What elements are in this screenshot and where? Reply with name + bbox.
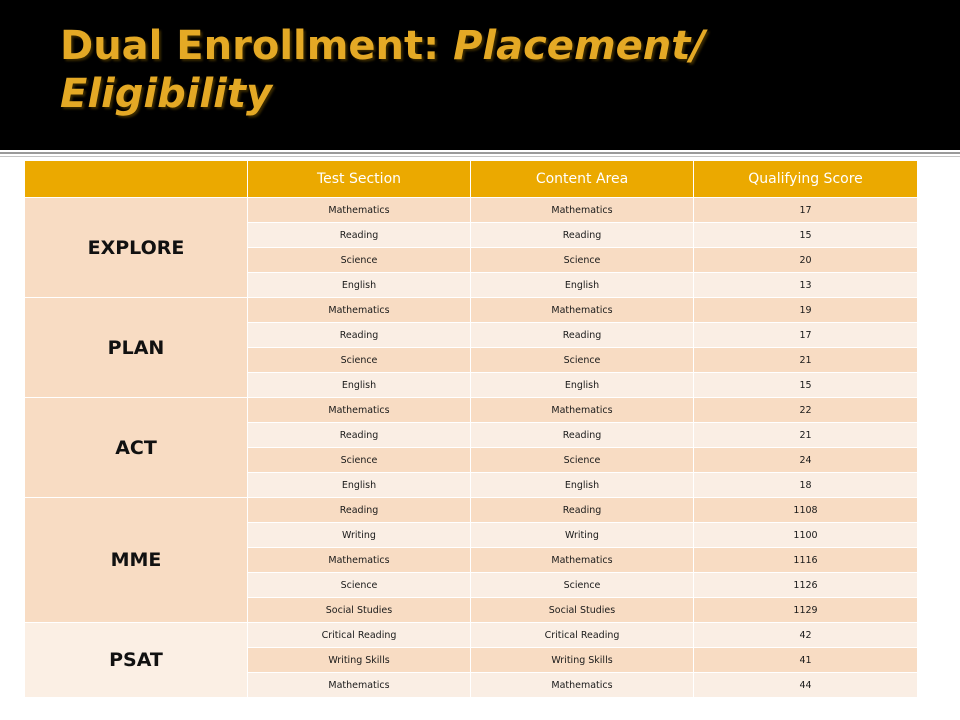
- test-section-cell: English: [248, 273, 471, 298]
- title-italic-1: Placement/: [453, 23, 705, 69]
- header-content-area: Content Area: [471, 161, 694, 198]
- title-main: Dual Enrollment:: [60, 23, 454, 69]
- test-group-label: MME: [25, 498, 248, 623]
- qualifying-score-cell: 20: [694, 248, 918, 273]
- test-section-cell: Science: [248, 248, 471, 273]
- qualifying-score-cell: 18: [694, 473, 918, 498]
- slide-title: [60, 22, 940, 118]
- table-body: [25, 198, 918, 698]
- content-area-cell: Mathematics: [471, 398, 694, 423]
- divider-line-thin: [0, 156, 960, 157]
- qualifying-score-cell: 1116: [694, 548, 918, 573]
- table-row: [25, 298, 918, 323]
- test-section-cell: Mathematics: [248, 398, 471, 423]
- title-italic-2: Eligibility: [60, 71, 273, 117]
- qualifying-score-cell: 15: [694, 373, 918, 398]
- header-test-section: Test Section: [248, 161, 471, 198]
- qualifying-score-cell: 24: [694, 448, 918, 473]
- content-area-cell: Science: [471, 448, 694, 473]
- test-section-cell: Mathematics: [248, 198, 471, 223]
- qualifying-score-cell: 19: [694, 298, 918, 323]
- content-area-cell: Mathematics: [471, 548, 694, 573]
- qualifying-score-cell: 44: [694, 673, 918, 698]
- test-section-cell: Critical Reading: [248, 623, 471, 648]
- qualifying-score-cell: 17: [694, 198, 918, 223]
- test-group-label: PLAN: [25, 298, 248, 398]
- test-group-label: ACT: [25, 398, 248, 498]
- qualifying-score-cell: 15: [694, 223, 918, 248]
- test-section-cell: Reading: [248, 498, 471, 523]
- content-area-cell: Reading: [471, 323, 694, 348]
- test-section-cell: Science: [248, 573, 471, 598]
- table-row: [25, 198, 918, 223]
- table-header-row: [25, 161, 918, 198]
- qualifying-score-cell: 21: [694, 423, 918, 448]
- content-area-cell: Reading: [471, 423, 694, 448]
- test-section-cell: Science: [248, 448, 471, 473]
- qualifying-score-cell: 1100: [694, 523, 918, 548]
- qualifying-score-cell: 13: [694, 273, 918, 298]
- test-section-cell: Mathematics: [248, 673, 471, 698]
- content-area-cell: Science: [471, 248, 694, 273]
- table-row: [25, 623, 918, 648]
- content-area-cell: Science: [471, 348, 694, 373]
- placement-table: [24, 160, 918, 698]
- header-blank: [25, 161, 248, 198]
- content-area-cell: English: [471, 473, 694, 498]
- qualifying-score-cell: 42: [694, 623, 918, 648]
- table-row: [25, 398, 918, 423]
- content-area-cell: Reading: [471, 498, 694, 523]
- qualifying-score-cell: 21: [694, 348, 918, 373]
- qualifying-score-cell: 1129: [694, 598, 918, 623]
- header-qualifying-score: Qualifying Score: [694, 161, 918, 198]
- qualifying-score-cell: 22: [694, 398, 918, 423]
- test-section-cell: Writing Skills: [248, 648, 471, 673]
- content-area-cell: Reading: [471, 223, 694, 248]
- test-section-cell: English: [248, 373, 471, 398]
- qualifying-score-cell: 41: [694, 648, 918, 673]
- test-section-cell: Reading: [248, 223, 471, 248]
- qualifying-score-cell: 1108: [694, 498, 918, 523]
- test-section-cell: Reading: [248, 423, 471, 448]
- content-area-cell: Critical Reading: [471, 623, 694, 648]
- divider-line: [0, 152, 960, 154]
- content-area-cell: Social Studies: [471, 598, 694, 623]
- test-section-cell: Mathematics: [248, 548, 471, 573]
- test-section-cell: English: [248, 473, 471, 498]
- test-section-cell: Writing: [248, 523, 471, 548]
- content-area-cell: Science: [471, 573, 694, 598]
- content-area-cell: English: [471, 373, 694, 398]
- content-area-cell: Writing Skills: [471, 648, 694, 673]
- title-bar: [0, 0, 960, 150]
- qualifying-score-cell: 1126: [694, 573, 918, 598]
- content-area-cell: Writing: [471, 523, 694, 548]
- content-area-cell: Mathematics: [471, 673, 694, 698]
- test-section-cell: Science: [248, 348, 471, 373]
- qualifying-score-cell: 17: [694, 323, 918, 348]
- test-section-cell: Mathematics: [248, 298, 471, 323]
- content-area-cell: English: [471, 273, 694, 298]
- test-group-label: PSAT: [25, 623, 248, 698]
- table-row: [25, 498, 918, 523]
- content-area-cell: Mathematics: [471, 298, 694, 323]
- content-area-cell: Mathematics: [471, 198, 694, 223]
- test-section-cell: Social Studies: [248, 598, 471, 623]
- test-section-cell: Reading: [248, 323, 471, 348]
- test-group-label: EXPLORE: [25, 198, 248, 298]
